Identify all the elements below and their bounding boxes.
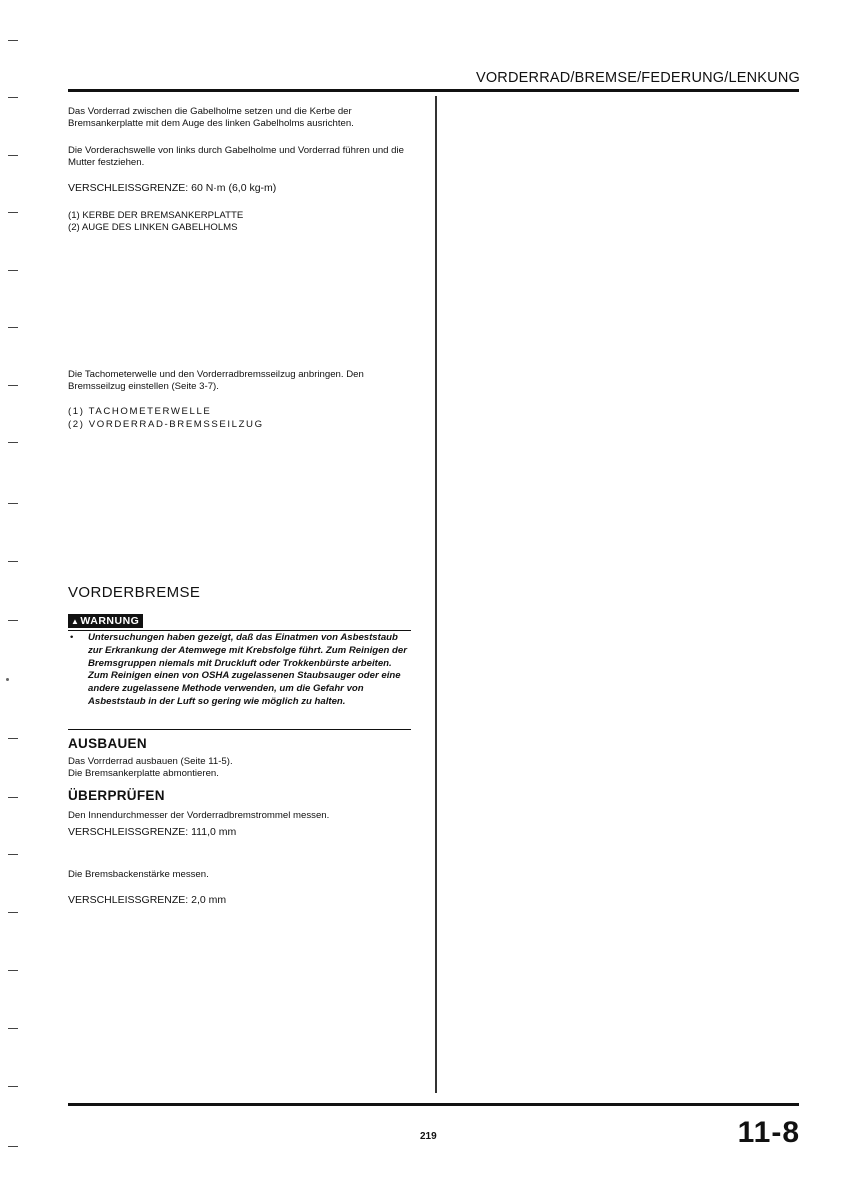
margin-mark (8, 1086, 18, 1087)
margin-mark (8, 561, 18, 562)
spec-lining-limit: VERSCHLEISSGRENZE: 2,0 mm (68, 894, 227, 906)
margin-mark (8, 797, 18, 798)
header-rule (68, 89, 799, 92)
margin-mark (8, 385, 18, 386)
legend2-item-2: (2) VORDERRAD-BREMSSEILZUG (68, 419, 264, 430)
margin-dot (6, 678, 9, 681)
margin-mark (8, 738, 18, 739)
paragraph-axle-install: Die Vorderachswelle von links durch Gabelholme und Vorderrad führen und die Mutter festziehen. (68, 145, 404, 168)
margin-mark (8, 912, 18, 913)
warning-badge-label: WARNUNG (80, 615, 140, 627)
ausbauen-line-1: Das Vorrderrad ausbauen (Seite 11-5). (68, 756, 233, 767)
page-header-title: VORDERRAD/BREMSE/FEDERUNG/LENKUNG (475, 70, 800, 86)
margin-mark (8, 97, 18, 98)
margin-mark (8, 442, 18, 443)
spec-torque: VERSCHLEISSGRENZE: 60 N·m (6,0 kg-m) (68, 182, 277, 194)
margin-mark (8, 620, 18, 621)
paragraph-speedometer-cable: Die Tachometerwelle und den Vorderradbremsseilzug anbringen. Den Bremsseilzug einstellen (Seite 3-7). (68, 369, 364, 392)
warning-bullet: • (70, 632, 74, 643)
margin-mark (8, 270, 18, 271)
margin-mark (8, 854, 18, 855)
margin-mark (8, 1028, 18, 1029)
margin-mark (8, 970, 18, 971)
column-divider (435, 96, 437, 1093)
margin-mark (8, 503, 18, 504)
warning-rule-top (68, 630, 411, 631)
margin-mark (8, 155, 18, 156)
warning-text: Untersuchungen haben gezeigt, daß das Einatmen von Asbeststaub zur Erkrankung der Atemwege mit Krebsfolge führt. Zum Reinigen der Bremsgruppen niemals mit Druckluft oder Trokkenbürste arbeiten. Zum Reinigen einen von OSHA zugelassenen Staubsauger oder eine andere zugelassene Methode verwenden, um die Gefahr von Asbeststaub in der Luft so gering wie möglich zu halten. (88, 632, 407, 707)
footer-rule (68, 1103, 799, 1106)
warning-rule-bottom (68, 729, 411, 730)
heading-ueberpruefen: ÜBERPRÜFEN (68, 788, 165, 803)
warning-badge (68, 614, 143, 628)
paragraph-wheel-install: Das Vorderrad zwischen die Gabelholme setzen und die Kerbe der Bremsankerplatte mit dem Auge des linken Gabelholms ausrichten. (68, 106, 354, 129)
legend-item-2: (2) AUGE DES LINKEN GABELHOLMS (68, 222, 238, 233)
spec-drum-limit: VERSCHLEISSGRENZE: 111,0 mm (68, 826, 237, 838)
margin-mark (8, 327, 18, 328)
page-number: 219 (420, 1131, 437, 1142)
ueberpruefen-line-1: Den Innendurchmesser der Vorderradbremstrommel messen. (68, 810, 330, 821)
ausbauen-line-2: Die Bremsankerplatte abmontieren. (68, 768, 219, 779)
ueberpruefen-line-2: Die Bremsbackenstärke messen. (68, 869, 209, 880)
section-page-number: 11-8 (737, 1116, 800, 1149)
section-heading-vorderbremse: VORDERBREMSE (68, 584, 201, 601)
legend2-item-1: (1) TACHOMETERWELLE (68, 406, 212, 417)
heading-ausbauen: AUSBAUEN (68, 736, 147, 751)
margin-mark (8, 40, 18, 41)
margin-mark (8, 1146, 18, 1147)
warning-triangle-icon: ▲ (71, 617, 80, 626)
margin-mark (8, 212, 18, 213)
legend-item-1: (1) KERBE DER BREMSANKERPLATTE (68, 210, 244, 221)
